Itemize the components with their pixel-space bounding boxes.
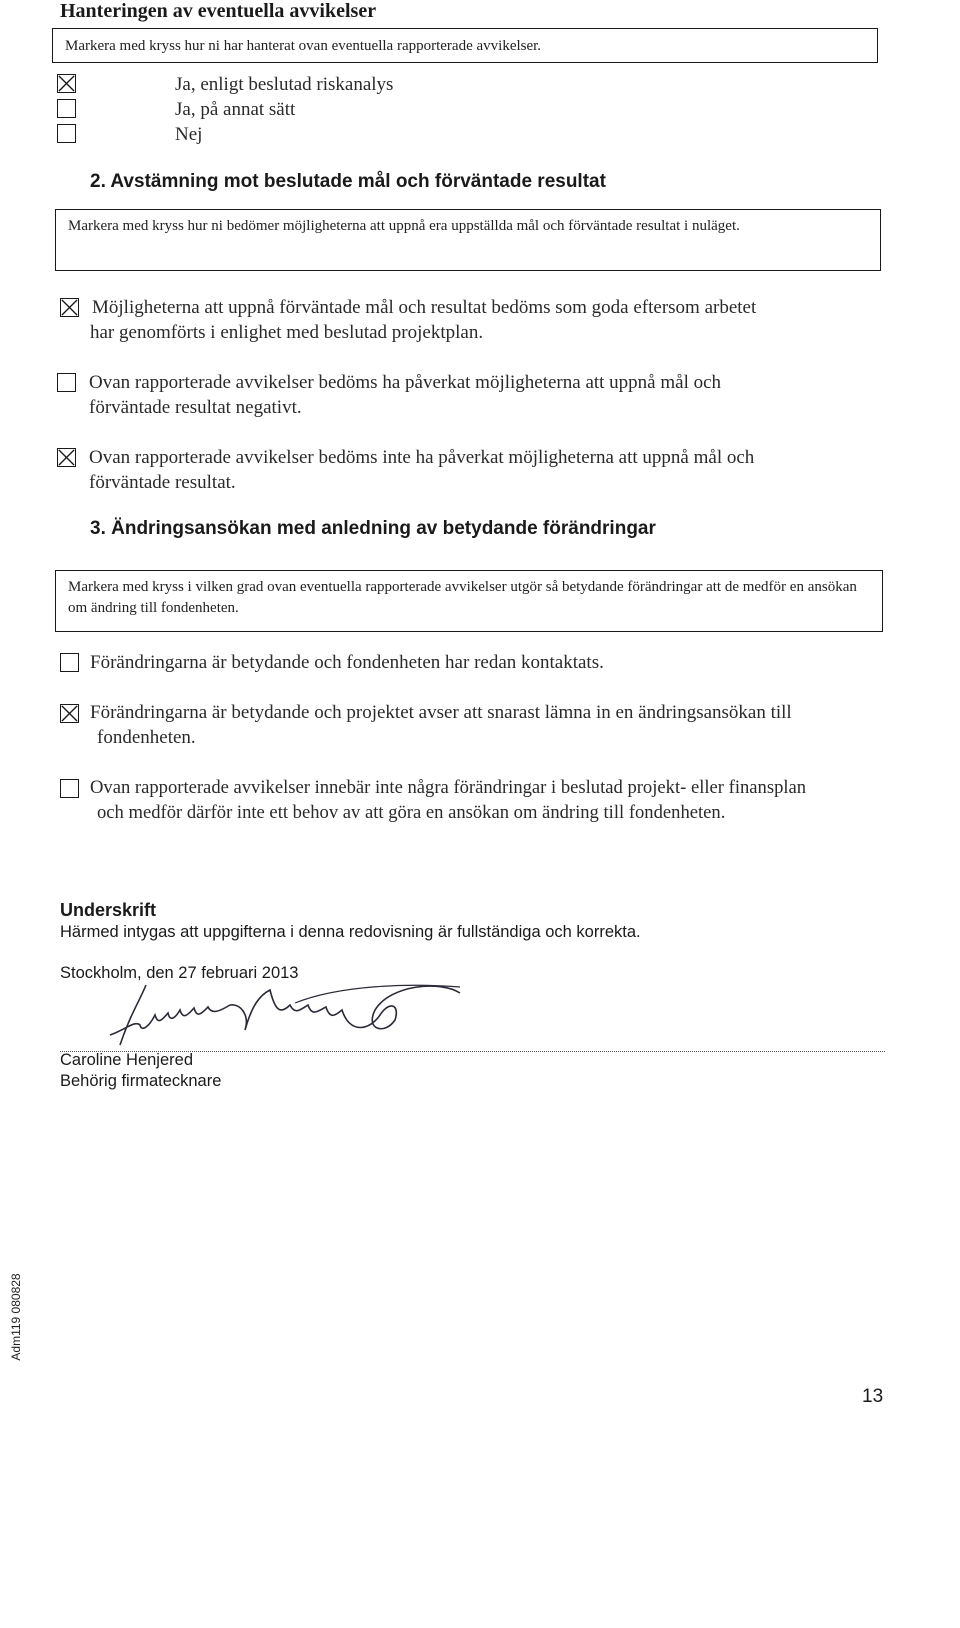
section-heading-avstamning: 2. Avstämning mot beslutade mål och förväntade resultat [90, 171, 606, 192]
checked-x-icon [58, 75, 75, 92]
option-label-ja-riskanalys: Ja, enligt beslutad riskanalys [175, 74, 394, 95]
checkbox-nej[interactable] [57, 124, 76, 143]
instruction-box-avvikelser [52, 28, 878, 63]
form-code: Adm119 080828 [9, 1273, 23, 1361]
section-heading-avvikelser: Hanteringen av eventuella avvikelser [60, 0, 377, 22]
option-line: Ovan rapporterade avvikelser bedöms inte ha påverkat möjligheterna att uppnå mål och [89, 447, 755, 468]
page-number: 13 [862, 1386, 884, 1407]
checked-x-icon [58, 449, 75, 466]
option-line: förväntade resultat. [89, 472, 236, 493]
signature-statement: Härmed intygas att uppgifterna i denna redovisning är fullständiga och korrekta. [60, 923, 641, 941]
checkbox-redan-kontaktats[interactable] [60, 653, 79, 672]
option-text-ingen-paverkan [89, 445, 889, 495]
option-text-redan-kontaktats [90, 650, 930, 675]
option-text-goda-mojligheter [92, 295, 892, 345]
checkbox-inga-forandringar[interactable] [60, 779, 79, 798]
checkbox-goda-mojligheter[interactable] [60, 298, 79, 317]
checkbox-ingen-paverkan[interactable] [57, 448, 76, 467]
option-line: Förändringarna är betydande och projektet avser att snarast lämna in en ändringsansökan till [90, 702, 792, 723]
option-label-ja-annat-satt: Ja, på annat sätt [175, 99, 296, 120]
handwritten-signature-icon [80, 975, 480, 1060]
instruction-box-avstamning [55, 209, 881, 271]
option-line: Möjligheterna att uppnå förväntade mål och resultat bedöms som goda eftersom arbetet [92, 297, 757, 318]
instruction-text: Markera med kryss hur ni har hanterat ovan eventuella rapporterade avvikelser. [65, 38, 542, 54]
signatory-name: Caroline Henjered [60, 1051, 193, 1069]
option-line: Ovan rapporterade avvikelser bedöms ha påverkat möjligheterna att uppnå mål och [89, 372, 722, 393]
checkbox-snarast-ansokan[interactable] [60, 704, 79, 723]
option-label-nej: Nej [175, 124, 203, 145]
instruction-text: Markera med kryss i vilken grad ovan eventuella rapporterade avvikelser utgör så betydande förändringar att de medför en ansökan om ändring till fondenheten. [68, 579, 857, 616]
section-heading-andringsansokan: 3. Ändringsansökan med anledning av betydande förändringar [90, 518, 656, 539]
option-line: fondenheten. [97, 727, 196, 748]
option-text-negativ-paverkan [89, 370, 889, 420]
signature-heading: Underskrift [60, 900, 157, 920]
option-line: och medför därför inte ett behov av att göra en ansökan om ändring till fondenheten. [97, 802, 726, 823]
checked-x-icon [61, 705, 78, 722]
checkbox-ja-annat-satt[interactable] [57, 99, 76, 118]
option-line: har genomförts i enlighet med beslutad projektplan. [90, 322, 484, 343]
checkbox-ja-riskanalys[interactable] [57, 74, 76, 93]
option-line: förväntade resultat negativt. [89, 397, 302, 418]
instruction-text: Markera med kryss hur ni bedömer möjligheterna att uppnå era uppställda mål och förväntade resultat i nuläget. [68, 218, 740, 234]
option-line: Förändringarna är betydande och fondenheten har redan kontaktats. [90, 652, 604, 673]
signatory-title: Behörig firmatecknare [60, 1072, 222, 1090]
place-and-date: Stockholm, den 27 februari 2013 [60, 964, 299, 982]
option-text-inga-forandringar [90, 775, 950, 825]
option-line: Ovan rapporterade avvikelser innebär inte några förändringar i beslutad projekt- eller finansplan [90, 777, 807, 798]
instruction-box-andringsansokan [55, 570, 883, 632]
checked-x-icon [61, 299, 78, 316]
option-text-snarast-ansokan [90, 700, 940, 750]
checkbox-negativ-paverkan[interactable] [57, 373, 76, 392]
